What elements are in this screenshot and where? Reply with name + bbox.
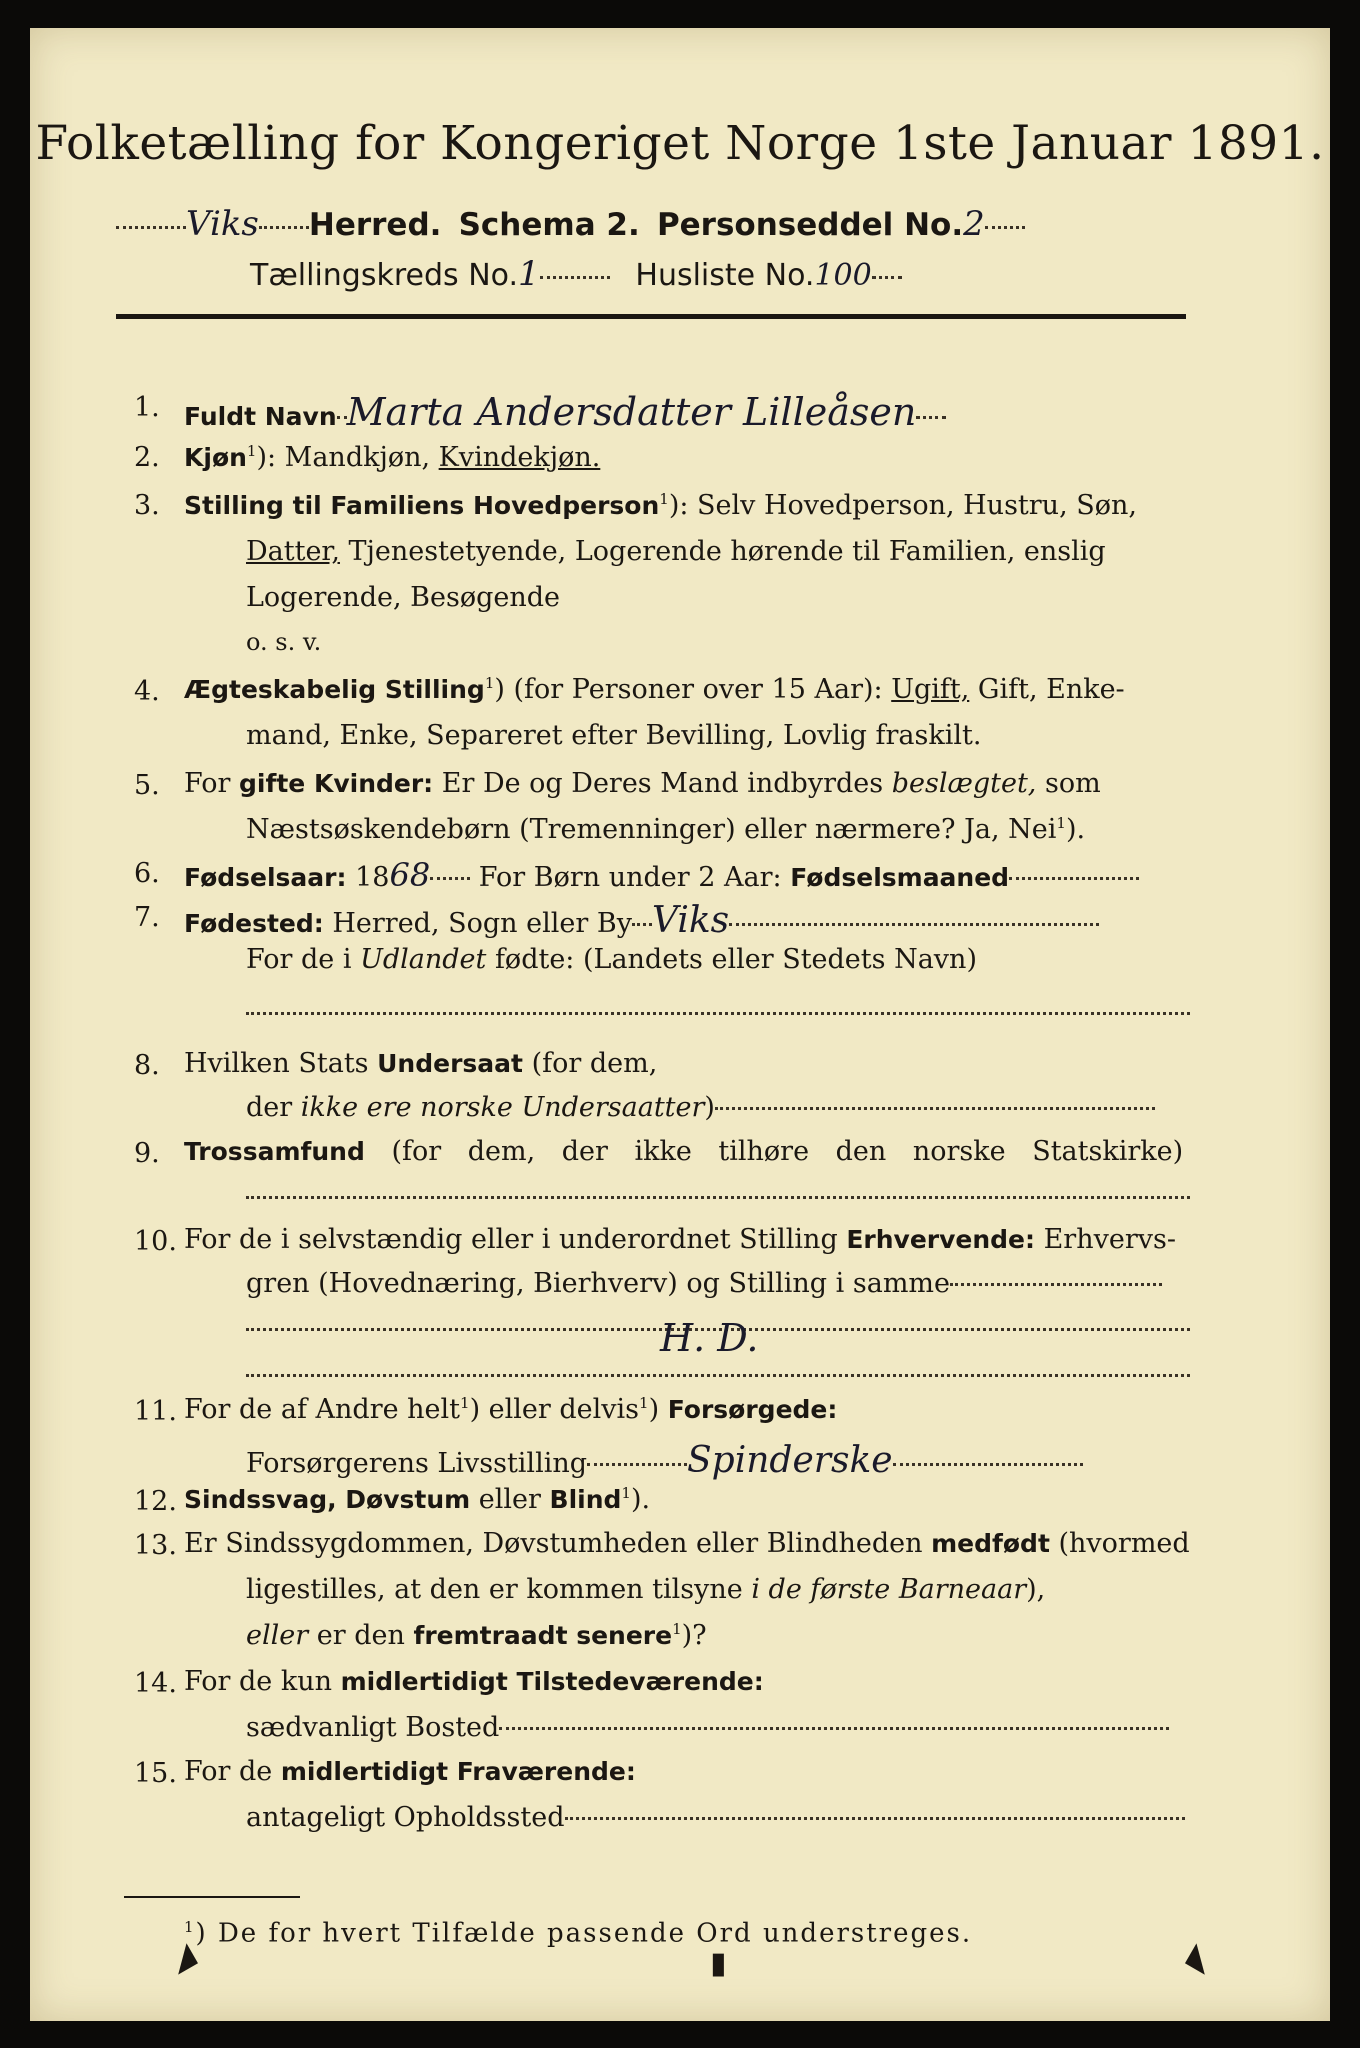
field-text: Erhvervs- xyxy=(1035,1224,1176,1255)
footnote-ref: 1 xyxy=(460,1394,470,1412)
item-sex xyxy=(184,442,600,473)
field-label: Sindssvag, Døvstum xyxy=(184,1485,471,1514)
field-text: Tjenestetyende, Logerende hørende til Familien, enslig xyxy=(339,536,1106,567)
item-marital-status-line-2: mand, Enke, Separeret efter Bevilling, Lovlig fraskilt. xyxy=(246,720,982,751)
item-number: 15. xyxy=(134,1758,177,1789)
item-number: 3. xyxy=(134,490,160,521)
field-label: medfødt xyxy=(931,1529,1050,1558)
field-text-italic: i de første Barneaar xyxy=(751,1574,1027,1605)
kreds-value: 1 xyxy=(518,254,540,294)
footnote xyxy=(184,1918,972,1949)
field-text: (for dem, xyxy=(522,1048,658,1079)
field-text: For de i xyxy=(246,944,361,975)
field-text-italic: ikke ere norske Undersaatter xyxy=(300,1092,705,1123)
item-congenital-line-2 xyxy=(246,1574,1045,1605)
item-family-position-line-4: o. s. v. xyxy=(246,628,322,656)
field-text: For de i selvstændig eller i underordnet Stilling xyxy=(184,1224,847,1255)
item-temporary-present xyxy=(184,1666,764,1697)
occupation-value: H. D. xyxy=(660,1316,759,1360)
selected-option: Ugift, xyxy=(891,674,970,705)
field-text: der xyxy=(246,1092,301,1123)
item-temporary-absent xyxy=(184,1756,636,1787)
footnote-text: ) De for hvert Tilfælde passende Ord understreges. xyxy=(195,1918,973,1949)
field-label: Stilling til Familiens Hovedperson xyxy=(184,491,660,520)
full-name-value: Marta Andersdatter Lilleåsen xyxy=(346,390,917,434)
field-label: Trossamfund xyxy=(184,1137,365,1166)
item-birth-year xyxy=(184,856,1139,894)
item-family-position-line-3: Logerende, Besøgende xyxy=(246,582,560,613)
item-number: 1. xyxy=(134,392,160,423)
item-number: 6. xyxy=(134,858,160,889)
item-citizenship-line-2 xyxy=(246,1092,1155,1123)
item-number: 7. xyxy=(134,902,160,933)
field-text: ). xyxy=(630,1484,651,1515)
item-temporary-present-line-2 xyxy=(246,1712,1169,1743)
item-temporary-absent-line-2 xyxy=(246,1802,1185,1833)
header-line-2 xyxy=(250,254,902,294)
field-label: Fødselsaar: xyxy=(184,863,347,892)
item-citizenship xyxy=(184,1048,657,1079)
footnote-ref: 1 xyxy=(246,442,257,460)
kreds-label: Tællingskreds No. xyxy=(250,258,518,293)
header-line-1 xyxy=(116,204,1025,244)
field-text: For de kun xyxy=(184,1666,341,1697)
field-label: Undersaat xyxy=(377,1049,523,1078)
item-number: 12. xyxy=(134,1486,177,1517)
personseddel-value: 2 xyxy=(963,204,985,244)
field-text: 18 xyxy=(346,862,390,893)
item-number: 9. xyxy=(134,1138,160,1169)
item-congenital xyxy=(184,1528,1190,1559)
field-text: )? xyxy=(681,1620,707,1651)
footnote-ref: 1 xyxy=(184,1918,196,1936)
field-text: Forsørgerens Livsstilling xyxy=(246,1448,588,1479)
footnote-ref: 1 xyxy=(621,1484,631,1502)
herred-label: Herred. xyxy=(308,207,442,243)
field-text: For de xyxy=(184,1756,281,1787)
item-family-position-line-2 xyxy=(246,536,1106,567)
item-number: 10. xyxy=(134,1226,177,1257)
header-divider xyxy=(116,314,1186,319)
footnote-divider xyxy=(124,1896,300,1898)
footnote-ref: 1 xyxy=(672,1620,682,1638)
field-text: ), xyxy=(1026,1574,1046,1605)
corner-mark-left: ◢ xyxy=(162,1936,201,1979)
field-text: Er Sindssygdommen, Døvstumheden eller Blindheden xyxy=(184,1528,932,1559)
field-text: Herred, Sogn eller By xyxy=(323,908,632,939)
footnote-ref: 1 xyxy=(1056,814,1066,832)
item-occupation-line-2 xyxy=(246,1268,1162,1299)
item-family-position xyxy=(184,490,1187,521)
field-text: Gift, Enke- xyxy=(969,674,1125,705)
field-label: Fødested: xyxy=(184,909,324,938)
field-label: gifte Kvinder: xyxy=(239,769,434,798)
blank-line xyxy=(246,1012,1190,1015)
husliste-label: Husliste No. xyxy=(635,258,815,293)
birthplace-value: Viks xyxy=(651,900,730,941)
field-text-italic: eller xyxy=(246,1620,309,1651)
field-text: gren (Hovednæring, Bierhverv) og Stilling i samme xyxy=(246,1268,951,1299)
item-occupation xyxy=(184,1224,1176,1255)
center-mark: ▮ xyxy=(710,1946,727,1981)
field-text: For de af Andre helt xyxy=(184,1394,461,1425)
item-religion xyxy=(184,1136,1183,1167)
field-label: fremtraadt senere xyxy=(413,1621,673,1650)
footnote-ref: 1 xyxy=(484,674,495,692)
footnote-ref: 1 xyxy=(659,490,669,508)
field-text: ): Selv Hovedperson, Hustru, Søn, xyxy=(668,490,1137,521)
field-text: ) (for Personer over 15 Aar): xyxy=(494,674,892,705)
field-label: midlertidigt Fraværende: xyxy=(280,1757,636,1786)
item-married-women-line-2 xyxy=(246,814,1085,845)
item-number: 2. xyxy=(134,442,160,473)
item-birthplace-line-2 xyxy=(246,944,977,975)
field-text: ) xyxy=(704,1092,715,1123)
selected-option: Kvindekjøn. xyxy=(438,442,601,473)
form-title: Folketælling for Kongeriget Norge 1ste Januar 1891. xyxy=(35,116,1325,171)
field-label: Erhvervende: xyxy=(846,1225,1036,1254)
item-marital-status xyxy=(184,674,1125,705)
item-number: 14. xyxy=(134,1668,177,1699)
husliste-value: 100 xyxy=(814,258,872,293)
census-form-page xyxy=(30,28,1330,2021)
item-number: 5. xyxy=(134,770,160,801)
herred-value: Viks xyxy=(186,204,259,244)
field-text: ) xyxy=(648,1394,668,1425)
item-number: 8. xyxy=(134,1050,160,1081)
field-text: (hvormed xyxy=(1049,1528,1190,1559)
item-married-women xyxy=(184,768,1101,799)
field-label: Kjøn xyxy=(184,443,247,472)
field-text: (for dem, der ikke tilhøre den norske Statskirke) xyxy=(364,1136,1184,1167)
field-text: er den xyxy=(308,1620,414,1651)
field-text: Næstsøskendebørn (Tremenninger) eller nærmere? Ja, Nei xyxy=(246,814,1057,845)
item-number: 11. xyxy=(134,1396,177,1427)
field-label: Fuldt Navn xyxy=(184,402,337,431)
birth-year-value: 68 xyxy=(389,856,431,894)
item-number: 4. xyxy=(134,676,160,707)
field-text: fødte: (Landets eller Stedets Navn) xyxy=(486,944,977,975)
field-text-italic: Udlandet xyxy=(360,944,487,975)
field-text: Er De og Deres Mand indbyrdes xyxy=(433,768,892,799)
field-label: Forsørgede: xyxy=(667,1395,838,1424)
footnote-ref: 1 xyxy=(639,1394,649,1412)
item-congenital-line-3 xyxy=(246,1620,707,1651)
field-text: ). xyxy=(1065,814,1086,845)
provider-occupation-value: Spinderske xyxy=(687,1440,893,1481)
field-text: ) eller delvis xyxy=(469,1394,640,1425)
field-text: For xyxy=(184,768,240,799)
field-text: Hvilken Stats xyxy=(184,1048,378,1079)
item-dependents-line-2 xyxy=(246,1440,1083,1481)
field-text: som xyxy=(1036,768,1101,799)
field-label: Ægteskabelig Stilling xyxy=(184,675,485,704)
personseddel-label: Personseddel No. xyxy=(656,207,964,243)
blank-line xyxy=(246,1374,1190,1377)
field-text: antageligt Opholdssted xyxy=(246,1802,565,1833)
item-dependents xyxy=(184,1394,837,1425)
field-text: For Børn under 2 Aar: xyxy=(470,862,791,893)
blank-line xyxy=(246,1196,1190,1199)
schema-label: Schema 2. xyxy=(458,207,640,243)
field-text: ): Mandkjøn, xyxy=(256,442,439,473)
field-label: Blind xyxy=(549,1485,622,1514)
item-disability xyxy=(184,1484,650,1515)
field-label: Fødselsmaaned xyxy=(790,863,1010,892)
item-birthplace xyxy=(184,900,1099,941)
corner-mark-right: ◣ xyxy=(1182,1936,1221,1979)
selected-option: Datter, xyxy=(246,536,340,567)
field-text: sædvanligt Bosted xyxy=(246,1712,500,1743)
item-number: 13. xyxy=(134,1530,177,1561)
field-label: midlertidigt Tilstedeværende: xyxy=(340,1667,764,1696)
item-full-name xyxy=(184,390,946,434)
field-text: eller xyxy=(470,1484,550,1515)
field-text: ligestilles, at den er kommen tilsyne xyxy=(246,1574,752,1605)
field-text-italic: beslægtet, xyxy=(891,768,1037,799)
